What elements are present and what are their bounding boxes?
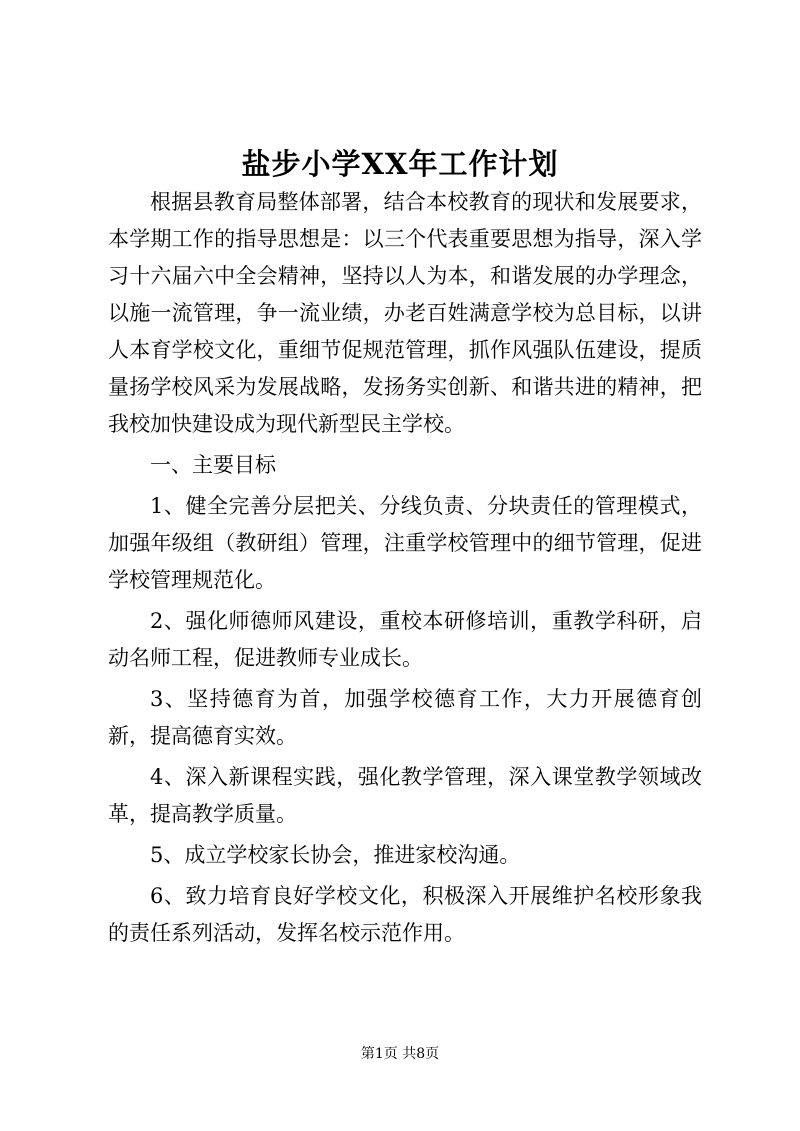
goal-item-1: 1、健全完善分层把关、分线负责、分块责任的管理模式，加强年级组（教研组）管理，注重学校管理中的细节管理，促进学校管理规范化。 — [108, 494, 702, 592]
section-heading-main-goals: 一、主要目标 — [150, 453, 276, 477]
goal-item-2: 2、强化师德师风建设，重校本研修培训，重教学科研，启动名师工程，促进教师专业成长。 — [108, 609, 702, 670]
document-title: 盐步小学XX年工作计划 — [241, 147, 559, 181]
page-number-footer: 第1页 共8页 — [360, 1046, 440, 1062]
goal-item-5: 5、成立学校家长协会，推进家校沟通。 — [150, 843, 521, 867]
paragraph-guiding-thought: 根据县教育局整体部署，结合本校教育的现状和发展要求，本学期工作的指导思想是：以三个代表重要思想为指导，深入学习十六届六中全会精神，坚持以人为本，和谐发展的办学理念，以施一流管理，争一流业绩，办老百姓满意学校为总目标，以讲人本育学校文化，重细节促规范管理，抓作风强队伍建设，提质量扬学校风采为发展战略，发扬务实创新、和谐共进的精神，把我校加快建设成为现代新型民主学校。 — [108, 190, 702, 436]
goal-item-3: 3、坚持德育为首，加强学校德育工作，大力开展德育创新，提高德育实效。 — [108, 687, 702, 748]
document-body — [108, 184, 702, 956]
goal-item-4: 4、深入新课程实践，强化教学管理，深入课堂教学领域改革，提高教学质量。 — [108, 765, 702, 826]
goal-item-6: 6、致力培育良好学校文化，积极深入开展维护名校形象我的责任系列活动，发挥名校示范作用。 — [108, 884, 702, 945]
